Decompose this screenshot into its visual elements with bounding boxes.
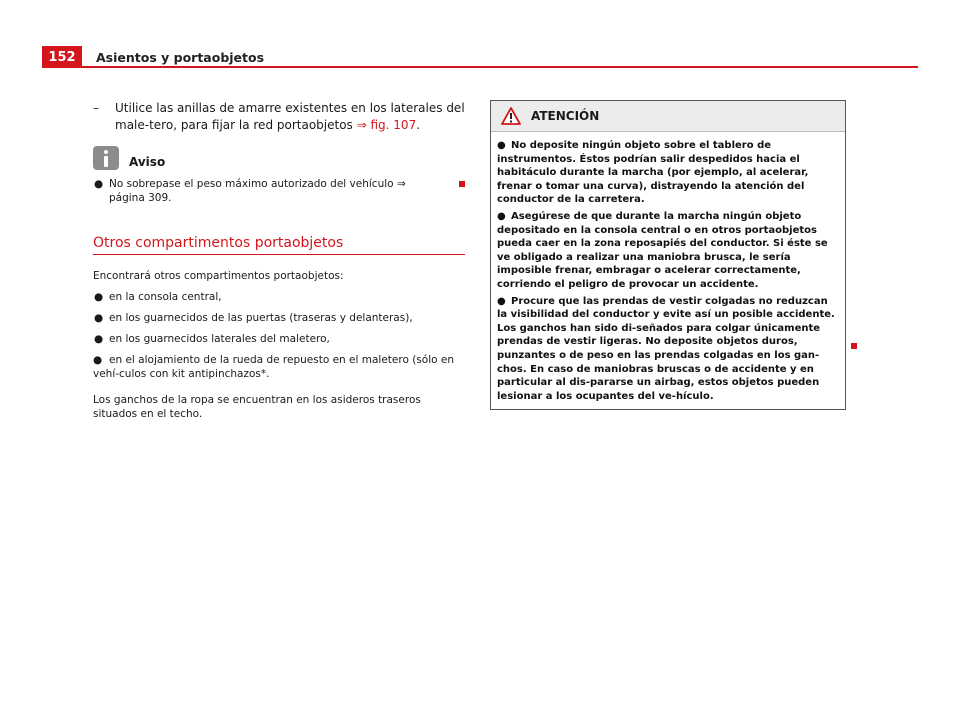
warning-triangle-icon (501, 107, 521, 125)
bullet-marker: ● (93, 354, 103, 366)
list-item (93, 311, 465, 325)
list-item-text: en los guarnecidos laterales del maletero, (109, 333, 330, 345)
warning-box (490, 100, 846, 410)
running-title: Asientos y portaobjetos (96, 50, 265, 65)
closing-paragraph: Los ganchos de la ropa se encuentran en los asideros traseros situados en el techo. (93, 394, 421, 420)
figure-link[interactable]: ⇒ fig. 107 (356, 118, 417, 132)
bullet-marker: ● (497, 210, 506, 222)
header-rule (42, 66, 918, 68)
bullet-marker: ● (94, 333, 104, 345)
step-end: . (416, 118, 421, 132)
aviso-note (93, 177, 465, 205)
aviso-header (93, 146, 465, 170)
end-mark (459, 181, 465, 187)
bullet-marker: ● (497, 295, 506, 307)
list-item-text: en el alojamiento de la rueda de repuesto en el maletero (sólo en vehí-culos con kit antipinchazos*. (93, 354, 455, 380)
warning-item-text: Asegúrese de que durante la marcha ningún objeto depositado en la consola central o en otros portaobjetos pueda caer en la zona reposapiés del conductor. Si éste se ve obligado a realizar una maniobra brusca, le sería imposible frenar, embragar o acelerar correctamente, corriendo el peligro de provocar un accidente. (497, 210, 828, 290)
bullet-marker: ● (94, 178, 104, 190)
list-item-text: en la consola central, (109, 291, 222, 303)
step-text: Utilice las anillas de amarre existentes en los laterales del male-tero, para fijar la red portaobjetos (115, 101, 465, 132)
warning-body (491, 132, 845, 409)
instruction-step (93, 100, 465, 134)
page-number: 152 (42, 46, 82, 68)
right-column (490, 100, 848, 410)
list-item-text: en los guarnecidos de las puertas (traseras y delanteras), (109, 312, 413, 324)
list-item (93, 290, 465, 304)
section-title: Otros compartimentos portaobjetos (93, 235, 344, 251)
aviso-title: Aviso (129, 155, 166, 169)
end-mark (851, 343, 857, 349)
bullet-marker: ● (94, 312, 104, 324)
section-rule (93, 254, 465, 255)
bullet-marker: ● (497, 140, 506, 151)
warning-item (497, 139, 837, 207)
list-item (93, 353, 465, 381)
warning-title: ATENCIÓN (531, 109, 600, 123)
warning-item (497, 210, 837, 292)
left-column (93, 100, 465, 421)
warning-header (491, 101, 845, 132)
info-icon (93, 146, 119, 170)
warning-item-text: No deposite ningún objeto sobre el tablero de instrumentos. Éstos podrían salir despedidos hacia el habitáculo durante la marcha (por ejemplo, al acelerar, frenar o tomar una curva), distrayendo la atención del conductor de la carretera. (497, 140, 809, 206)
bullet-marker: ● (94, 291, 104, 303)
warning-item (497, 295, 837, 404)
list-item (93, 332, 465, 346)
intro-paragraph: Encontrará otros compartimentos portaobjetos: (93, 270, 344, 282)
aviso-text: No sobrepase el peso máximo autorizado del vehículo ⇒ página 309. (109, 178, 406, 204)
warning-item-text: Procure que las prendas de vestir colgadas no reduzcan la visibilidad del conductor y evite así un posible accidente. Los ganchos han sido di-señados para colgar únicamente prendas de vestir ligeras. No deposite objetos duros, punzantes o de peso en las prendas colgadas en los gan-chos. En caso de maniobras bruscas o de accidente y en particular al dis-pararse un airbag, estos objetos pueden lesionar a los ocupantes del ve-hículo. (497, 295, 835, 402)
step-dash: – (93, 101, 99, 115)
